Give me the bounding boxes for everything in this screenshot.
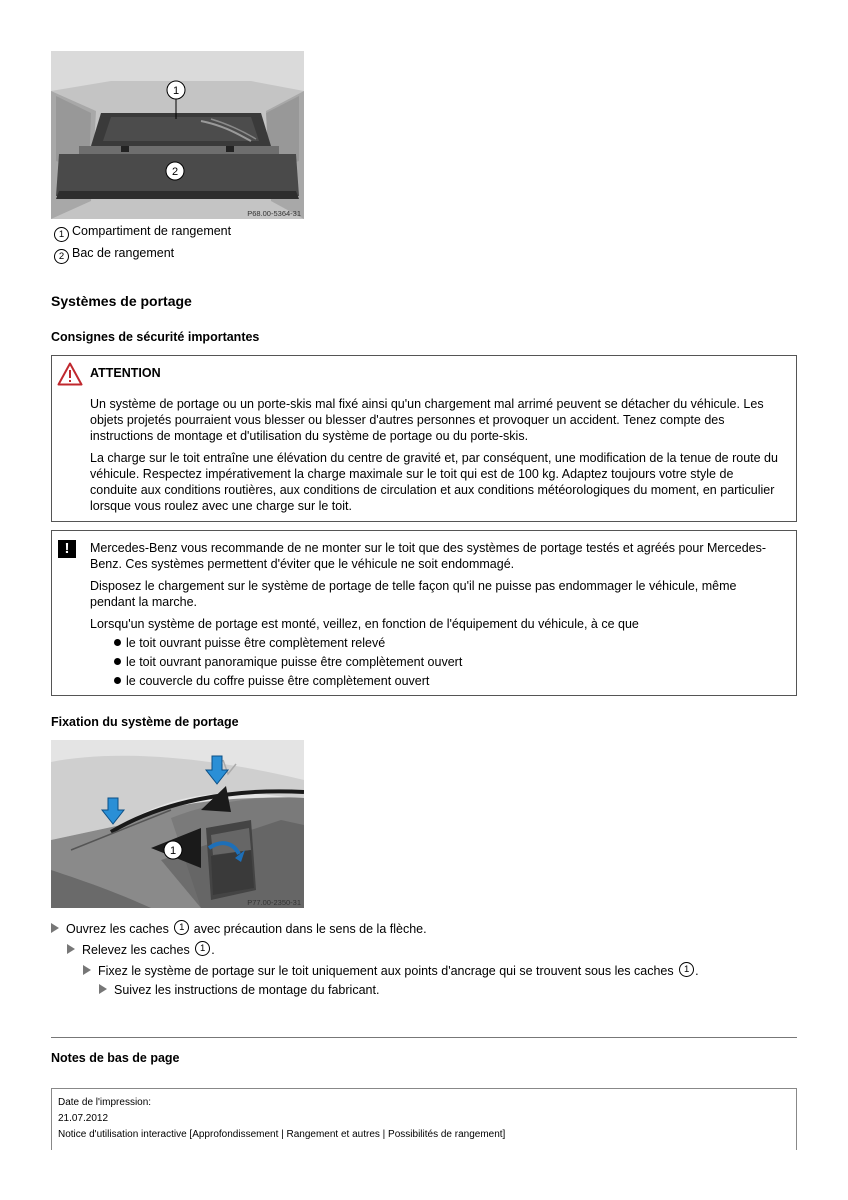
- step-arrow-icon: [67, 944, 75, 954]
- instruction-step: Relevez les caches 1 .: [67, 941, 215, 958]
- bullet-dot: [114, 658, 121, 665]
- bullet-dot: [114, 677, 121, 684]
- safety-title: Consignes de sécurité importantes: [51, 330, 260, 344]
- figure2-marker: 1: [169, 845, 177, 857]
- roof-attachment-figure: [51, 740, 304, 908]
- step-arrow-icon: [51, 923, 59, 933]
- print-date: 21.07.2012: [58, 1113, 109, 1124]
- divider: [51, 1037, 797, 1038]
- instruction-step: Suivez les instructions de montage du fabricant.: [99, 982, 379, 998]
- fixation-title: Fixation du système de portage: [51, 715, 239, 729]
- exclamation-icon: !: [58, 540, 76, 558]
- instruction-step: Ouvrez les caches 1 avec précaution dans le sens de la flèche.: [51, 920, 427, 937]
- trunk-illustration: [51, 51, 304, 219]
- document-path: Notice d'utilisation interactive [Approfondissement | Rangement et autres | Possibilités de rangement]: [58, 1129, 506, 1140]
- warning-paragraph: Un système de portage ou un porte-skis mal fixé ainsi qu'un chargement mal arrimé peuvent se détacher du véhicule. Les objets projetés pourraient vous blesser ou blesser d'autres personnes et provoquer un accident. Tenez compte des instructions de montage et d'utilisation du système de portage ou du porte-skis.: [90, 397, 764, 443]
- note-paragraph: Disposez le chargement sur le système de portage de telle façon qu'il ne puisse pas endommager le véhicule, même pendant la marche.: [90, 579, 737, 609]
- step-arrow-icon: [99, 984, 107, 994]
- warning-box: [51, 355, 797, 522]
- step-number: 1: [174, 920, 189, 935]
- warning-label: ATTENTION: [90, 366, 161, 380]
- note-paragraph: Mercedes-Benz vous recommande de ne monter sur le toit que des systèmes de portage testés et agréés pour Mercedes-Benz. Ces systèmes permettent d'éviter que le véhicule ne soit endommagé.: [90, 541, 767, 571]
- warning-paragraph: La charge sur le toit entraîne une élévation du centre de gravité et, par conséquent, une modification de la tenue de route du véhicule. Respectez impérativement la charge maximale sur le toit qui est de 100 kg. Adaptez toujours votre style de conduite aux conditions routières, aux conditions de circulation et aux conditions météorologiques du moment, en particulier lorsque vous roulez avec une charge sur le toit.: [90, 451, 778, 513]
- legend-item: [54, 245, 174, 264]
- instruction-step: Fixez le système de portage sur le toit uniquement aux points d'ancrage qui se trouvent sous les caches 1 .: [83, 962, 699, 979]
- figure1-marker-2: 2: [171, 166, 179, 178]
- step-number: 1: [195, 941, 210, 956]
- legend-text: Bac de rangement: [72, 246, 175, 260]
- list-item: le couvercle du coffre puisse être complètement ouvert: [90, 673, 782, 689]
- section-title: Systèmes de portage: [51, 293, 192, 309]
- list-item: le toit ouvrant puisse être complètement relevé: [90, 635, 782, 651]
- legend-text: Compartiment de rangement: [72, 224, 232, 238]
- figure-code: P77.00-2350-31: [247, 898, 301, 907]
- legend-number: 2: [54, 249, 69, 264]
- bullet-dot: [114, 639, 121, 646]
- storage-compartment-figure: [51, 51, 304, 219]
- list-item: le toit ouvrant panoramique puisse être complètement ouvert: [90, 654, 782, 670]
- footnotes-title: Notes de bas de page: [51, 1051, 180, 1065]
- note-box: [51, 530, 797, 696]
- print-date-label: Date de l'impression:: [58, 1097, 152, 1108]
- warning-triangle-icon: [57, 362, 83, 386]
- step-arrow-icon: [83, 965, 91, 975]
- legend-item: [54, 223, 231, 242]
- note-paragraph: Lorsqu'un système de portage est monté, veillez, en fonction de l'équipement du véhicule, à ce que: [90, 617, 639, 631]
- roof-illustration: [51, 740, 304, 908]
- figure1-marker-1: 1: [172, 85, 180, 97]
- print-info-box: [51, 1088, 797, 1150]
- step-number: 1: [679, 962, 694, 977]
- figure-code: P68.00-5364-31: [247, 209, 301, 218]
- legend-number: 1: [54, 227, 69, 242]
